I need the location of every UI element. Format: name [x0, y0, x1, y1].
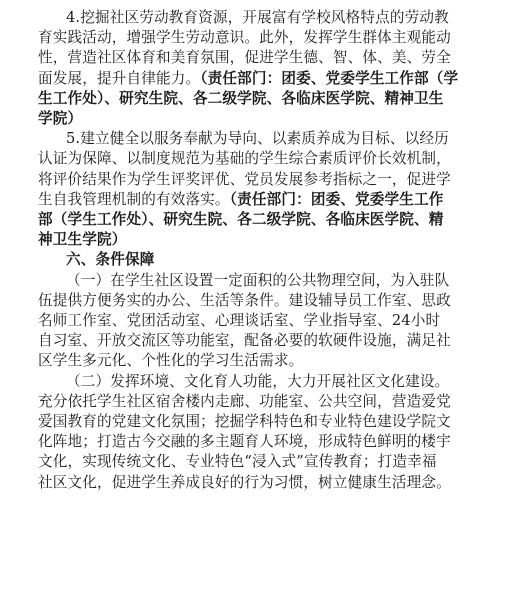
section-heading: 六、条件保障	[66, 251, 155, 269]
text-line: （二）发挥环境、文化育人功能，大力开展社区文化建设。	[66, 372, 450, 390]
text-line: 爱国教育的党建文化氛围；挖掘学科特色和专业特色建设学院文	[38, 413, 451, 430]
text-line	[38, 69, 458, 89]
text-line	[38, 190, 444, 210]
text-line: 社区文化，促进学生养成良好的行为习惯，树立健康生活理念。	[38, 473, 451, 491]
responsibility-note: 学院）	[38, 110, 83, 127]
text-line: 化阵地；打造古今交融的多主题育人环境，形成特色鲜明的楼宇	[38, 433, 451, 451]
text-line: 自习室、开放交流区等功能室，配备必要的软硬件设施，满足社	[38, 332, 451, 350]
text-segment: 面发展，提升自律能力。	[38, 69, 201, 87]
text-line: 育实践活动，增强学生劳动意识。此外，发挥学生群体主观能动	[38, 29, 451, 47]
text-line: 认证为保障、以制度规范为基础的学生综合素质评价长效机制，	[38, 150, 451, 168]
text-line: 将评价结果作为学生评奖评优、党员发展参考指标之一，促进学	[38, 170, 451, 188]
text-line: 4.挖掘社区劳动教育资源，开展富有学校风格特点的劳动教	[66, 9, 449, 26]
responsibility-note: （责任部门：团委、党委学生工作	[229, 190, 444, 208]
text-line: 5.建立健全以服务奉献为导向、以素质养成为目标、以经历	[66, 130, 449, 148]
responsibility-note: 生工作处）、研究生院、各二级学院、各临床医学院、精神卫生	[38, 89, 444, 107]
responsibility-note: 部（学生工作处）、研究生院、各二级学院、各临床医学院、精	[38, 211, 444, 228]
text-line: 名师工作室、党团活动室、心理谈话室、学业指导室、24小时	[38, 312, 441, 329]
text-line: 伍提供方便务实的办公、生活等条件。建设辅导员工作室、思政	[38, 291, 451, 309]
text-line: 文化，实现传统文化、专业特色“浸入式”宣传教育；打造幸福	[38, 453, 437, 471]
responsibility-note: （责任部门：团委、党委学生工作部（学	[200, 69, 459, 87]
text-line: 充分依托学生社区宿舍楼内走廊、功能室、公共空间，营造爱党	[38, 392, 451, 410]
text-segment: 生自我管理机制的有效落实。	[38, 190, 230, 208]
text-line: 性，营造社区体育和美育氛围，促进学生德、智、体、美、劳全	[38, 49, 451, 67]
text-line: （一）在学生社区设置一定面积的公共物理空间，为入驻队	[66, 271, 450, 289]
text-line: 区学生多元化、个性化的学习生活需求。	[38, 352, 304, 370]
responsibility-note: 神卫生学院）	[38, 231, 127, 249]
